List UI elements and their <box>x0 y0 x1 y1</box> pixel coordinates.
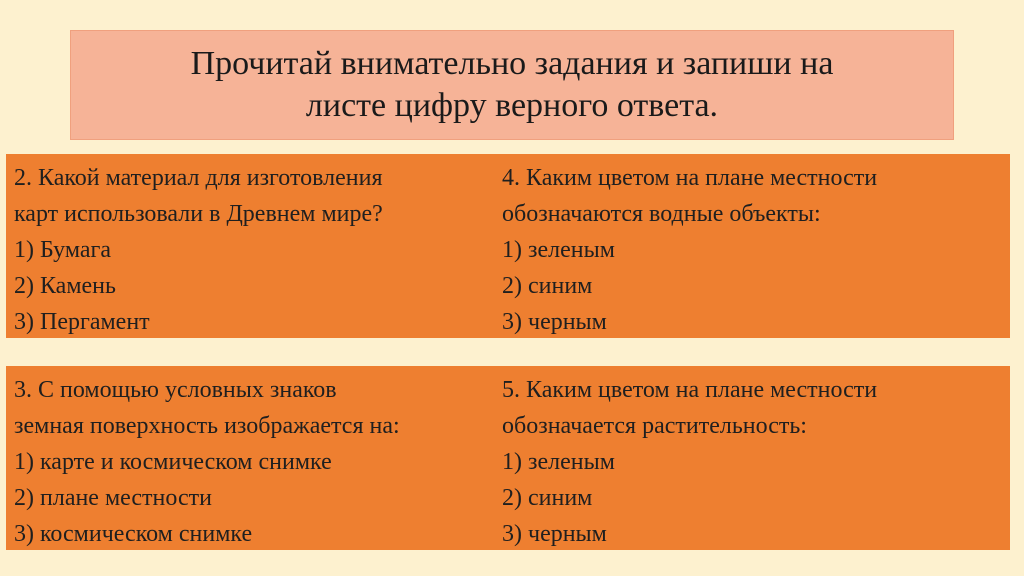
question-text-line: карт использовали в Древнем мире? <box>14 201 383 227</box>
question-text-line: обозначаются водные объекты: <box>502 201 821 227</box>
answer-option: 3) Пергамент <box>14 309 150 335</box>
answer-option: 3) черным <box>502 521 607 547</box>
instruction-title-line-2: листе цифру верного ответа. <box>305 87 719 124</box>
answer-option: 2) синим <box>502 273 593 299</box>
question-text-line: обозначается растительность: <box>502 413 807 439</box>
question-text-line: 4. Каким цветом на плане местности <box>502 165 878 191</box>
answer-option: 3) черным <box>502 309 607 335</box>
answer-option: 3) космическом снимке <box>14 521 253 547</box>
answer-option: 2) Камень <box>14 273 116 299</box>
answer-option: 2) плане местности <box>14 485 212 511</box>
question-text-line: 3. С помощью условных знаков <box>14 377 337 403</box>
answer-option: 2) синим <box>502 485 593 511</box>
question-4 <box>496 154 1010 338</box>
answer-option: 1) зеленым <box>502 449 615 475</box>
answer-option: 1) зеленым <box>502 237 615 263</box>
answer-option: 1) карте и космическом снимке <box>14 449 332 475</box>
instruction-title <box>151 43 874 127</box>
instruction-title-line-1: Прочитай внимательно задания и запиши на <box>190 45 834 82</box>
question-text-line: 2. Какой материал для изготовления <box>14 165 383 191</box>
answer-option: 1) Бумага <box>14 237 112 263</box>
question-text-line: 5. Каким цветом на плане местности <box>502 377 878 403</box>
instruction-banner <box>70 30 954 140</box>
question-row-bottom <box>6 366 1010 550</box>
question-2 <box>6 154 496 338</box>
question-text-line: земная поверхность изображается на: <box>14 413 400 439</box>
question-row-top <box>6 154 1010 338</box>
question-3 <box>6 366 496 550</box>
question-5 <box>496 366 1010 550</box>
